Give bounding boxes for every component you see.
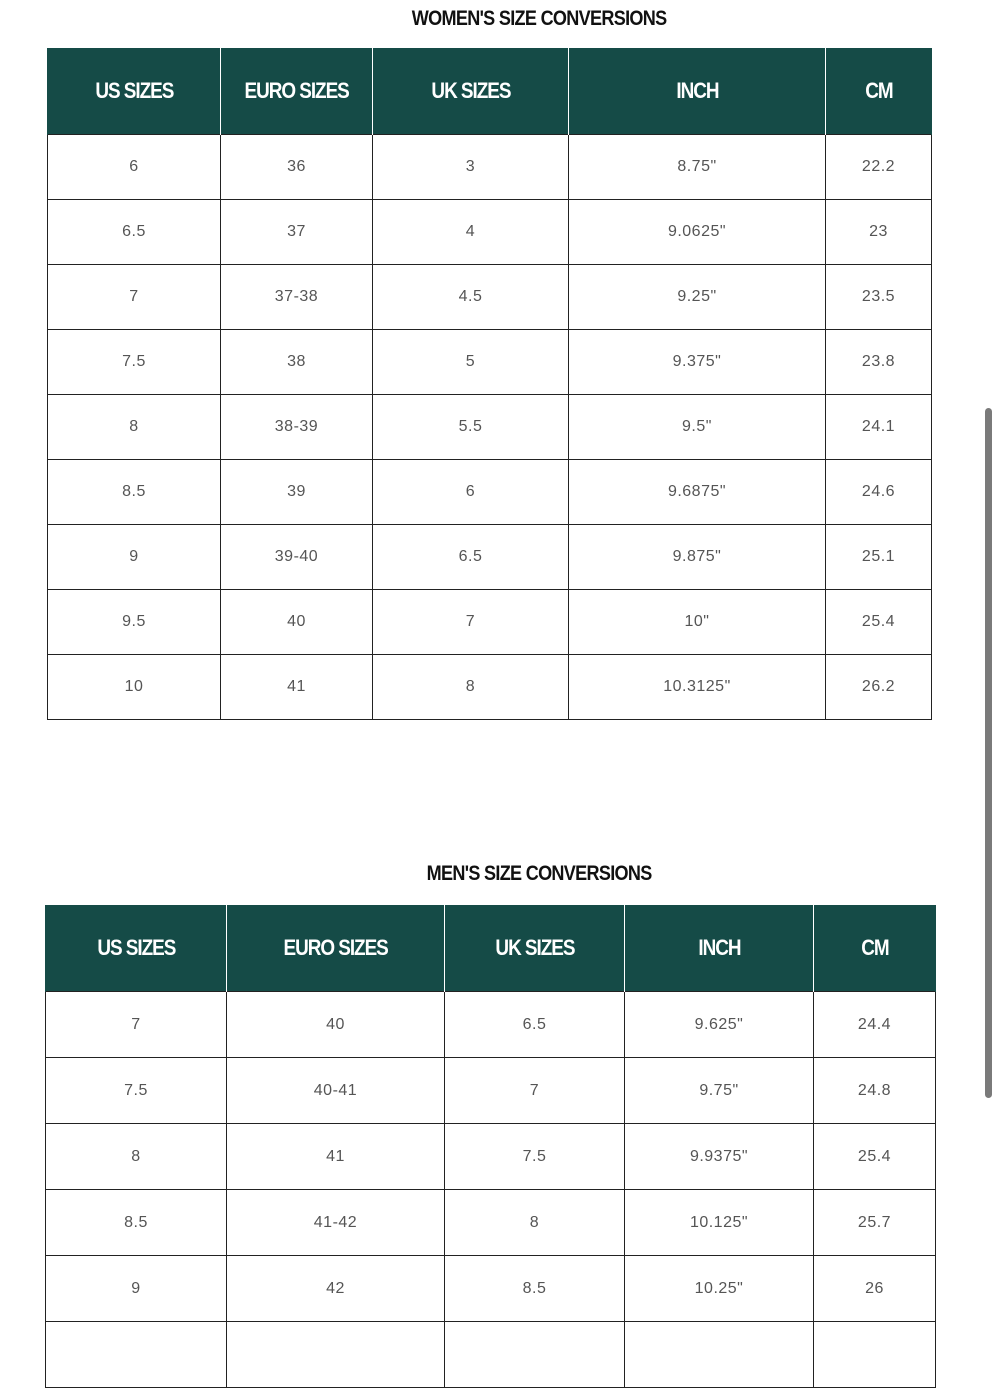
cell-uk: 7.5 bbox=[445, 1124, 625, 1190]
table-row bbox=[48, 525, 932, 590]
cell-euro: 42 bbox=[227, 1256, 445, 1322]
women-size-title: WOMEN'S SIZE CONVERSIONS bbox=[411, 7, 667, 30]
cell-euro: 37-38 bbox=[221, 265, 373, 330]
cell-cm: 23.8 bbox=[826, 330, 932, 395]
cell-euro: 41-42 bbox=[227, 1190, 445, 1256]
cell-us: 8 bbox=[48, 395, 221, 460]
cell-inch: 10" bbox=[569, 590, 826, 655]
cell-us: 9 bbox=[46, 1256, 227, 1322]
cell-inch: 10.25" bbox=[625, 1256, 814, 1322]
column-header-uk: UK SIZES bbox=[373, 48, 569, 135]
table-row bbox=[46, 1124, 936, 1190]
cell-uk: 6 bbox=[373, 460, 569, 525]
cell-inch: 9.5" bbox=[569, 395, 826, 460]
cell-inch: 9.9375" bbox=[625, 1124, 814, 1190]
cell-inch: 9.625" bbox=[625, 992, 814, 1058]
cell-euro bbox=[227, 1322, 445, 1388]
table-row bbox=[48, 395, 932, 460]
cell-us: 7 bbox=[46, 992, 227, 1058]
table-row bbox=[46, 1322, 936, 1388]
cell-euro: 39-40 bbox=[221, 525, 373, 590]
cell-inch: 8.75" bbox=[569, 135, 826, 200]
cell-inch bbox=[625, 1322, 814, 1388]
table-row bbox=[48, 460, 932, 525]
cell-cm: 24.8 bbox=[814, 1058, 936, 1124]
cell-uk: 7 bbox=[445, 1058, 625, 1124]
cell-inch: 9.6875" bbox=[569, 460, 826, 525]
column-header-euro: EURO SIZES bbox=[221, 48, 373, 135]
column-header-inch: INCH bbox=[625, 905, 814, 992]
cell-inch: 10.125" bbox=[625, 1190, 814, 1256]
cell-cm: 25.4 bbox=[814, 1124, 936, 1190]
table-header-row bbox=[48, 48, 932, 135]
cell-us: 8 bbox=[46, 1124, 227, 1190]
table-row bbox=[48, 655, 932, 720]
cell-uk: 4.5 bbox=[373, 265, 569, 330]
cell-euro: 40 bbox=[227, 992, 445, 1058]
cell-euro: 38-39 bbox=[221, 395, 373, 460]
cell-uk: 7 bbox=[373, 590, 569, 655]
table-row bbox=[46, 1058, 936, 1124]
cell-uk: 8.5 bbox=[445, 1256, 625, 1322]
cell-euro: 36 bbox=[221, 135, 373, 200]
cell-inch: 10.3125" bbox=[569, 655, 826, 720]
cell-cm: 24.4 bbox=[814, 992, 936, 1058]
scrollbar-thumb[interactable] bbox=[985, 408, 992, 1098]
cell-uk: 3 bbox=[373, 135, 569, 200]
table-header-row bbox=[46, 905, 936, 992]
women-table-body bbox=[48, 135, 932, 720]
cell-euro: 39 bbox=[221, 460, 373, 525]
column-header-euro: EURO SIZES bbox=[227, 905, 445, 992]
cell-inch: 9.75" bbox=[625, 1058, 814, 1124]
cell-cm: 24.1 bbox=[826, 395, 932, 460]
column-header-us: US SIZES bbox=[46, 905, 227, 992]
column-header-us: US SIZES bbox=[48, 48, 221, 135]
table-row bbox=[48, 330, 932, 395]
table-row bbox=[48, 265, 932, 330]
cell-euro: 38 bbox=[221, 330, 373, 395]
cell-inch: 9.0625" bbox=[569, 200, 826, 265]
cell-uk: 5 bbox=[373, 330, 569, 395]
cell-inch: 9.25" bbox=[569, 265, 826, 330]
cell-cm: 22.2 bbox=[826, 135, 932, 200]
column-header-uk: UK SIZES bbox=[445, 905, 625, 992]
cell-us: 9 bbox=[48, 525, 221, 590]
cell-us bbox=[46, 1322, 227, 1388]
cell-us: 9.5 bbox=[48, 590, 221, 655]
cell-us: 6.5 bbox=[48, 200, 221, 265]
table-row bbox=[46, 1190, 936, 1256]
column-header-cm: CM bbox=[814, 905, 936, 992]
cell-inch: 9.375" bbox=[569, 330, 826, 395]
cell-us: 7.5 bbox=[46, 1058, 227, 1124]
cell-cm: 24.6 bbox=[826, 460, 932, 525]
cell-cm: 25.7 bbox=[814, 1190, 936, 1256]
cell-uk: 8 bbox=[373, 655, 569, 720]
table-row bbox=[48, 590, 932, 655]
table-row bbox=[48, 200, 932, 265]
cell-us: 8.5 bbox=[46, 1190, 227, 1256]
women-size-table bbox=[47, 48, 932, 720]
cell-euro: 41 bbox=[227, 1124, 445, 1190]
men-table-body bbox=[46, 992, 936, 1388]
cell-uk bbox=[445, 1322, 625, 1388]
cell-uk: 5.5 bbox=[373, 395, 569, 460]
table-row bbox=[46, 992, 936, 1058]
cell-us: 8.5 bbox=[48, 460, 221, 525]
cell-cm: 23 bbox=[826, 200, 932, 265]
table-row bbox=[48, 135, 932, 200]
cell-cm: 25.1 bbox=[826, 525, 932, 590]
cell-cm: 26.2 bbox=[826, 655, 932, 720]
cell-uk: 6.5 bbox=[373, 525, 569, 590]
cell-us: 10 bbox=[48, 655, 221, 720]
men-size-table bbox=[45, 905, 936, 1388]
column-header-inch: INCH bbox=[569, 48, 826, 135]
cell-cm bbox=[814, 1322, 936, 1388]
cell-euro: 40-41 bbox=[227, 1058, 445, 1124]
cell-euro: 37 bbox=[221, 200, 373, 265]
cell-cm: 26 bbox=[814, 1256, 936, 1322]
cell-cm: 23.5 bbox=[826, 265, 932, 330]
cell-inch: 9.875" bbox=[569, 525, 826, 590]
cell-us: 6 bbox=[48, 135, 221, 200]
table-row bbox=[46, 1256, 936, 1322]
cell-cm: 25.4 bbox=[826, 590, 932, 655]
cell-uk: 4 bbox=[373, 200, 569, 265]
column-header-cm: CM bbox=[826, 48, 932, 135]
cell-euro: 40 bbox=[221, 590, 373, 655]
cell-uk: 6.5 bbox=[445, 992, 625, 1058]
men-size-title: MEN'S SIZE CONVERSIONS bbox=[426, 862, 652, 885]
cell-uk: 8 bbox=[445, 1190, 625, 1256]
cell-us: 7 bbox=[48, 265, 221, 330]
cell-us: 7.5 bbox=[48, 330, 221, 395]
cell-euro: 41 bbox=[221, 655, 373, 720]
